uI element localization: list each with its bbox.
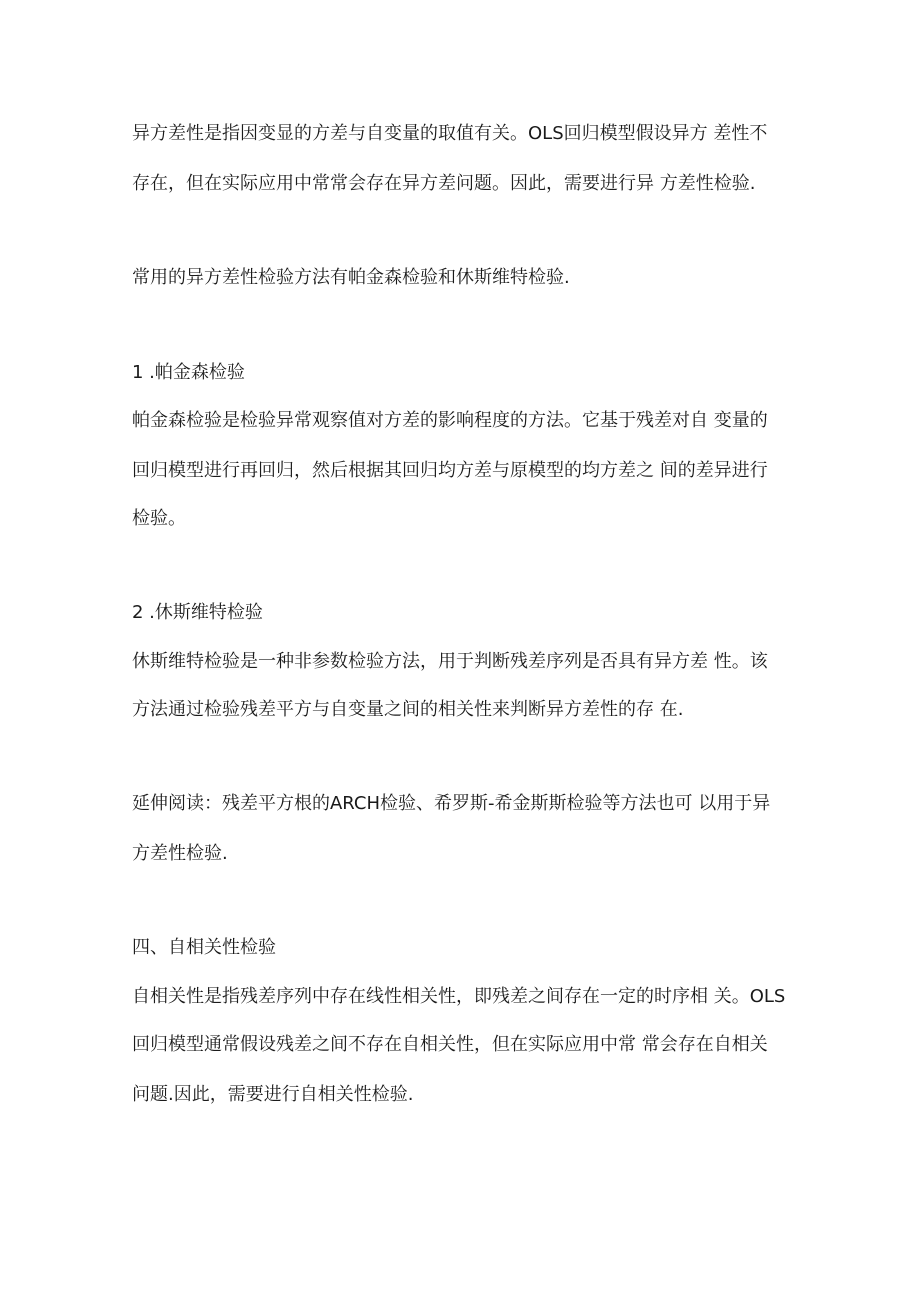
- paragraph-autocorrelation-line-2: 回归模型通常假设残差之间不存在自相关性，但在实际应用中常 常会存在自相关: [132, 1034, 768, 1055]
- paragraph-further-reading-line-1: 延伸阅读：残差平方根的ARCH检验、希罗斯-希金斯斯检验等方法也可 以用于异: [132, 793, 771, 814]
- paragraph-common-methods: 常用的异方差性检验方法有帕金森检验和休斯维特检验.: [132, 267, 570, 288]
- heading-huisweite-test: 2 .休斯维特检验: [132, 602, 263, 623]
- paragraph-parkinson-line-2: 回归模型进行再回归，然后根据其回归均方差与原模型的均方差之 间的差异进行: [132, 460, 768, 481]
- paragraph-heteroscedasticity-line-2: 存在，但在实际应用中常常会存在异方差问题。因此，需要进行异 方差性检验.: [132, 173, 756, 194]
- paragraph-heteroscedasticity-line-1: 异方差性是指因变显的方差与自变量的取值有关。OLS回归模型假设异方 差性不: [132, 123, 768, 144]
- heading-parkinson-test: 1 .帕金森检验: [132, 362, 245, 383]
- paragraph-further-reading-line-2: 方差性检验.: [132, 843, 228, 864]
- paragraph-autocorrelation-line-3: 问题.因此，需要进行自相关性检验.: [132, 1084, 414, 1105]
- paragraph-parkinson-line-1: 帕金森检验是检验异常观察值对方差的影响程度的方法。它基于残差对自 变量的: [132, 410, 768, 431]
- paragraph-huisweite-line-1: 休斯维特检验是一种非参数检验方法，用于判断残差序列是否具有异方差 性。该: [132, 651, 768, 672]
- paragraph-huisweite-line-2: 方法通过检验残差平方与自变量之间的相关性来判断异方差性的存 在.: [132, 699, 684, 720]
- paragraph-parkinson-line-3: 检验。: [132, 508, 186, 529]
- heading-autocorrelation-test: 四、自相关性检验: [132, 937, 276, 958]
- paragraph-autocorrelation-line-1: 自相关性是指残差序列中存在线性相关性，即残差之间存在一定的时序相 关。OLS: [132, 986, 786, 1007]
